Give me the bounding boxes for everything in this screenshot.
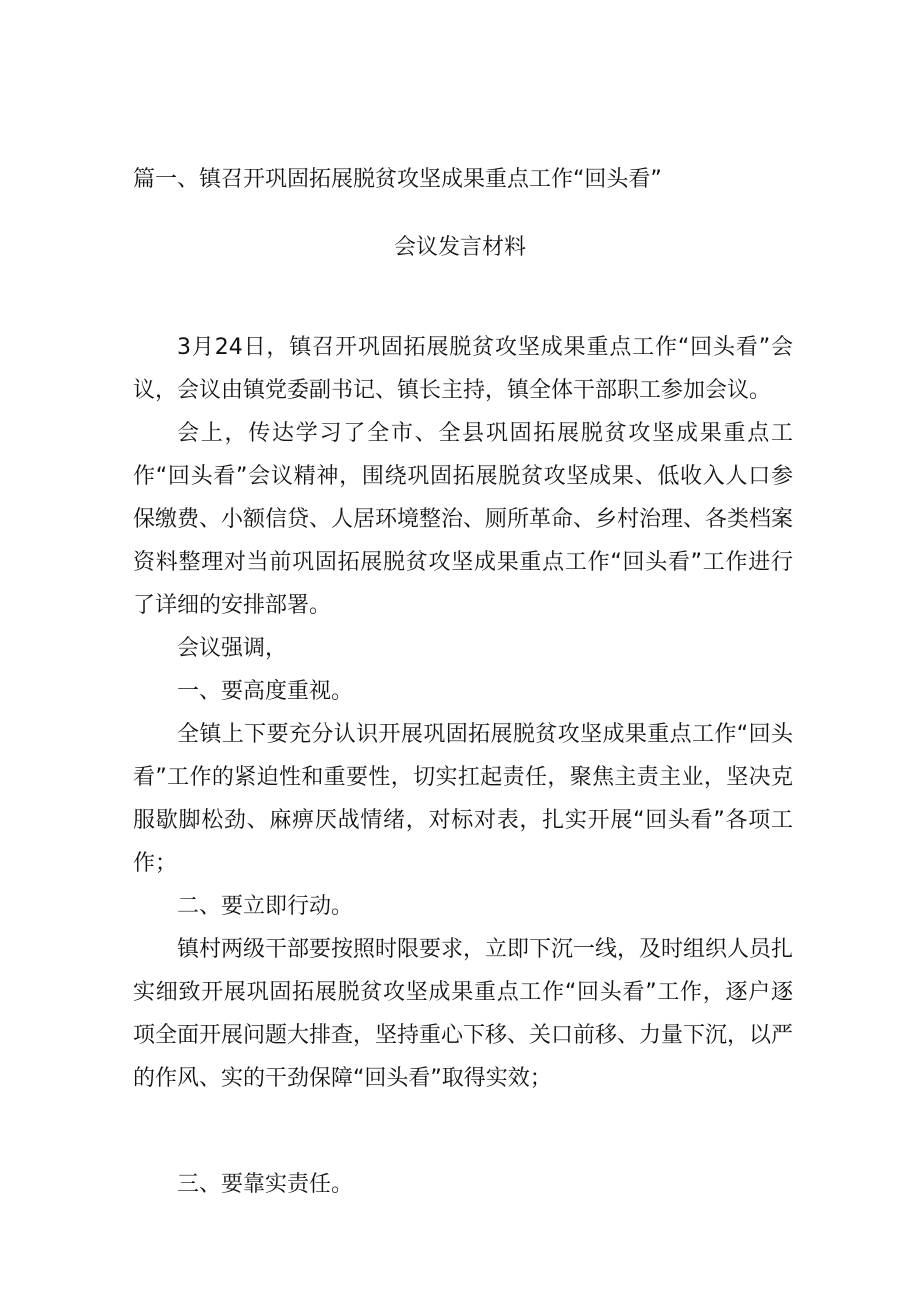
paragraph-7: 镇村两级干部要按照时限要求，立即下沉一线，及时组织人员扎实细致开展巩固拓展脱贫攻坚成果重点工作“回头看”工作，逐户逐项全面开展问题大排查，坚持重心下移、关口前移、力量下沉，以严的作风、实的干劲保障“回头看”取得实效； <box>133 937 794 1091</box>
paragraph-8: 三、要靠实责任。 <box>177 1172 354 1197</box>
paragraph-4: 一、要高度重视。 <box>177 679 354 704</box>
paragraph-6: 二、要立即行动。 <box>177 894 354 919</box>
paragraph-3: 会议强调， <box>177 636 288 661</box>
document-title-line-2: 会议发言材料 <box>393 235 526 260</box>
body-block-4 <box>133 1163 793 1206</box>
paragraph-5: 全镇上下要充分认识开展巩固拓展脱贫攻坚成果重点工作“回头看”工作的紧迫性和重要性，切实扛起责任，聚焦主责主业，坚决克服歇脚松劲、麻痹厌战情绪，对标对表，扎实开展“回头看”各项工作； <box>133 722 793 876</box>
paragraph-2: 会上，传达学习了全市、全县巩固拓展脱贫攻坚成果重点工作“回头看”会议精神，围绕巩固拓展脱贫攻坚成果、低收入人口参保缴费、小额信贷、人居环境整治、厕所革命、乡村治理、各类档案资料整理对当前巩固拓展脱贫攻坚成果重点工作“回头看”工作进行了详细的安排部署。 <box>133 421 794 618</box>
document-title-line-1: 篇一、镇召开巩固拓展脱贫攻坚成果重点工作“回头看” <box>133 167 662 192</box>
paragraph-1: 3月24日，镇召开巩固拓展脱贫攻坚成果重点工作“回头看”会议，会议由镇党委副书记、镇长主持，镇全体干部职工参加会议。 <box>133 335 793 403</box>
body-block-1 <box>133 326 793 1100</box>
